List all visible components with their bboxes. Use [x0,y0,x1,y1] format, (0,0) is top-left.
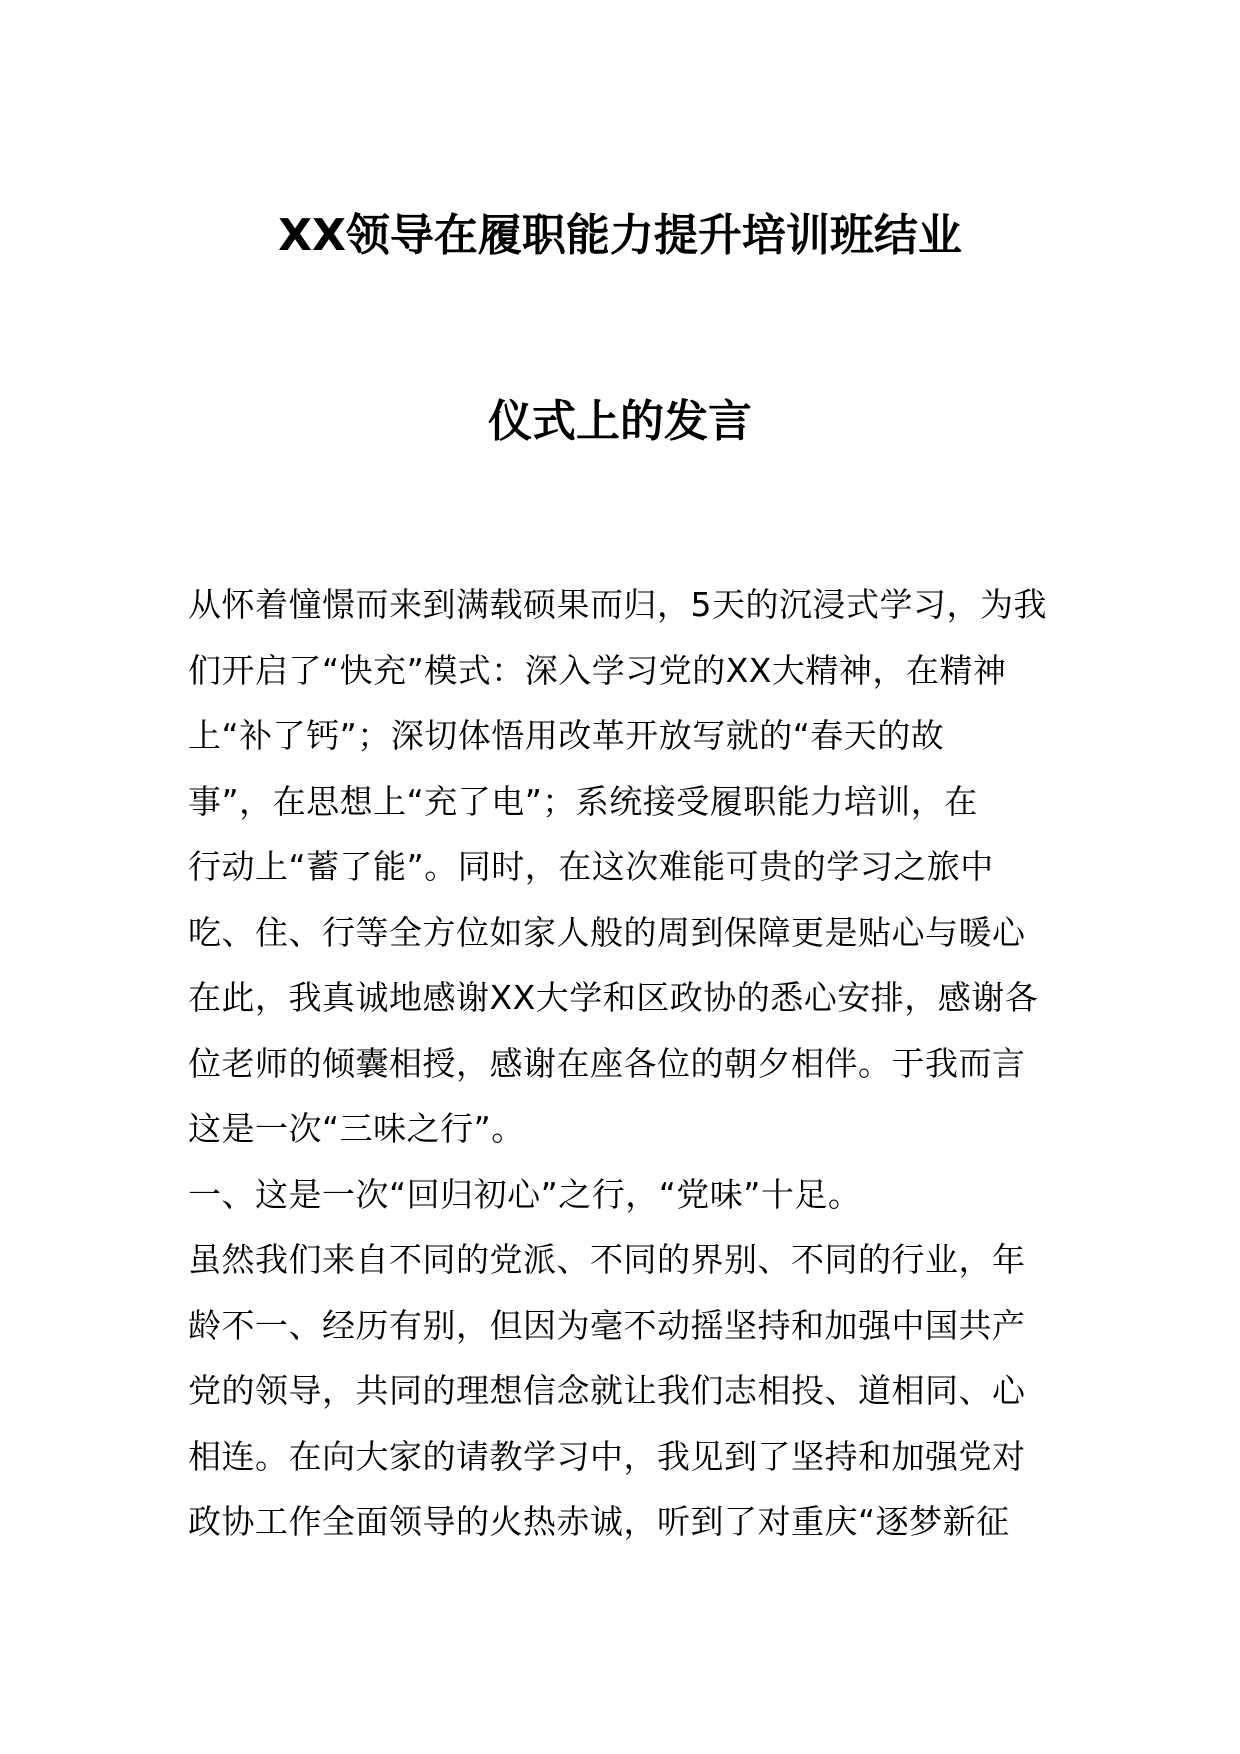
body-line: 吃、住、行等全方位如家人般的周到保障更是贴心与暖心 [188,912,1026,952]
body-line: 政协工作全面领导的火热赤诚，听到了对重庆“逐梦新征 [188,1502,1010,1541]
document-body [188,572,1058,1555]
body-line: 相连。在向大家的请教学习中，我见到了坚持和加强党对 [188,1436,1026,1476]
body-line: 位老师的倾囊相授，感谢在座各位的朝夕相伴。于我而言 [188,1043,1026,1083]
body-line: 在此，我真诚地感谢XX大学和区政协的悉心安排，感谢各 [188,978,1039,1017]
document-title-line-2: 仪式上的发言 [488,396,752,447]
body-line: 虽然我们来自不同的党派、不同的界别、不同的行业，年 [188,1240,1026,1279]
body-line: 行动上“蓄了能”。同时，在这次难能可贵的学习之旅中 [188,847,994,886]
section-heading: 一、这是一次“回归初心”之行，“党味”十足。 [188,1174,862,1214]
body-line: 龄不一、经历有别，但因为毫不动摇坚持和加强中国共产 [188,1305,1026,1345]
body-line: 这是一次“三味之行”。 [188,1109,525,1148]
body-line: 事”，在思想上“充了电”；系统接受履职能力培训，在 [188,781,978,821]
body-line: 上“补了钙”；深切体悟用改革开放写就的“春天的故 [188,716,945,755]
body-line: 们开启了“快充”模式：深入学习党的XX大精神，在精神 [188,650,1007,690]
body-line: 从怀着憧憬而来到满载硕果而归，5天的沉浸式学习，为我 [188,585,1047,624]
body-line: 党的领导，共同的理想信念就让我们志相投、道相同、心 [188,1371,1026,1410]
document-title-line-1: XX领导在履职能力提升培训班结业 [278,210,962,261]
